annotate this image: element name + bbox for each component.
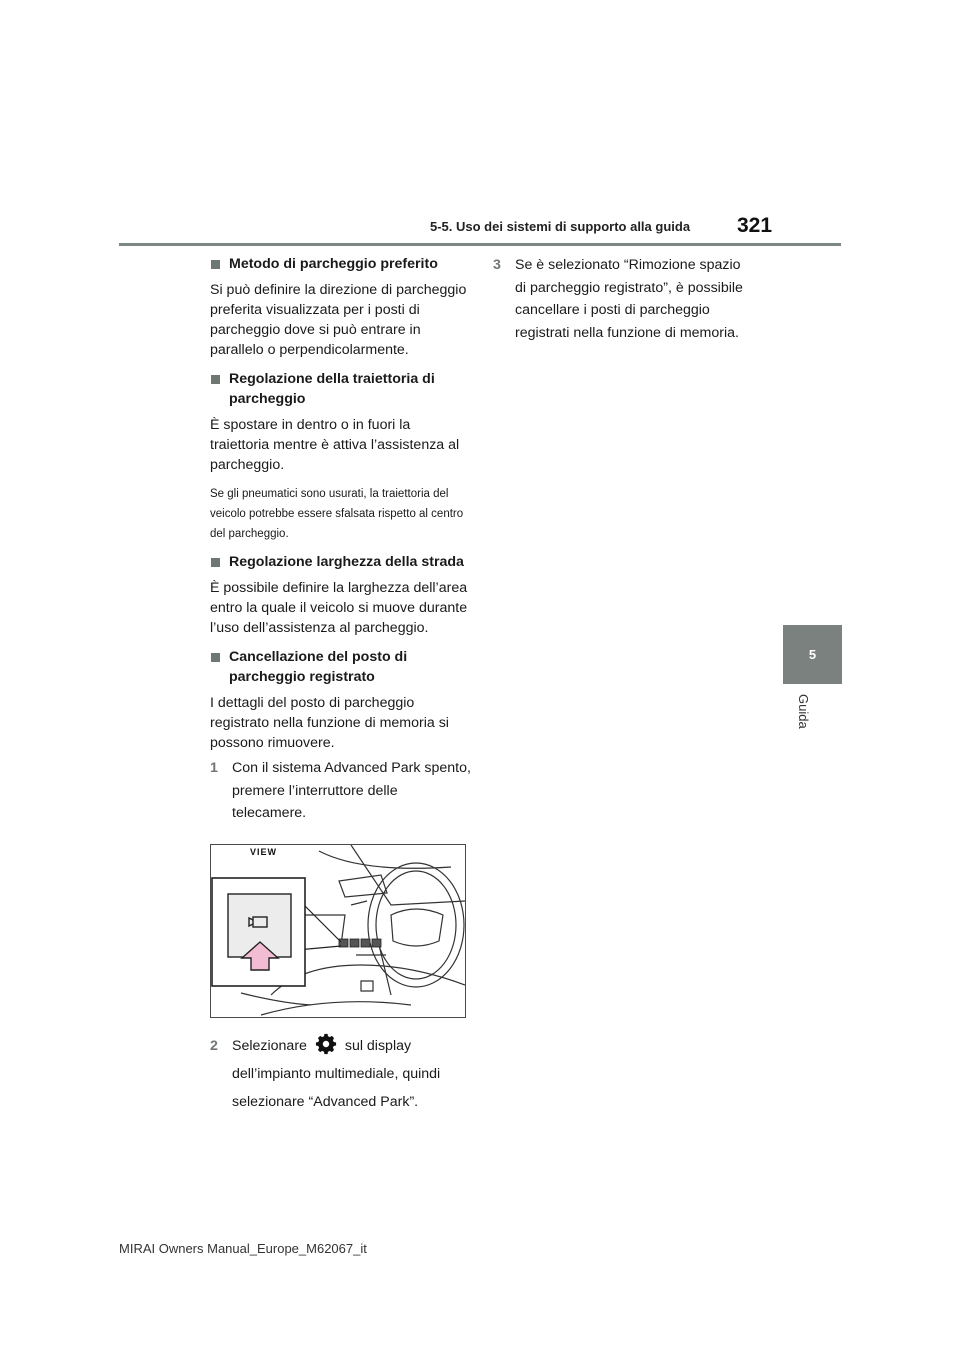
step-text: Se è selezionato “Rimozione spazio di parcheggio registrato”, è possibile cancellare i posti di parcheggio registrati nella funzione di memoria. [515,257,743,341]
page-number: 321 [737,214,773,237]
step-number: 3 [493,257,501,273]
heading-square-icon [211,653,220,662]
chapter-label: Guida [796,694,811,729]
heading-delete-spot [210,647,472,687]
step-text-after: sul display dell’impianto multimediale, quindi selezionare “Advanced Park”. [232,1037,441,1110]
step-3 [493,254,755,344]
heading-text: Cancellazione del posto di parcheggio registrato [229,649,408,685]
step-text-before: Selezionare [232,1037,307,1054]
chapter-tab[interactable] [783,625,842,684]
section-title: 5-5. Uso dei sistemi di supporto alla guida [430,219,691,234]
heading-road-width [210,552,472,572]
chapter-number: 5 [808,647,817,662]
paragraph-trajectory: È spostare in dentro o in fuori la traiettoria mentre è attiva l’assistenza al parcheggio. [210,417,460,473]
step-2 [210,1032,472,1116]
paragraph-delete-spot: I dettagli del posto di parcheggio registrato nella funzione di memoria si possono rimuovere. [210,695,449,751]
heading-square-icon [211,375,220,384]
dashboard-illustration [211,845,465,1017]
heading-square-icon [211,558,220,567]
step-1 [210,757,472,825]
paragraph-road-width: È possibile definire la larghezza dell’area entro la quale il veicolo si muove durante l’uso dell’assistenza al parcheggio. [210,580,468,636]
step-text: Con il sistema Advanced Park spento, premere l’interruttore delle telecamere. [232,760,471,821]
step-number: 1 [210,760,218,776]
heading-text: Regolazione larghezza della strada [229,554,464,570]
gear-icon [315,1033,337,1055]
paragraph-preferred-method: Si può definire la direzione di parcheggio preferita visualizzata per i posti di parcheggio dove si può entrare in parallelo o perpendicolarmente. [210,282,467,358]
heading-square-icon [211,260,220,269]
header-rule [119,243,841,246]
heading-preferred-method [210,254,472,274]
note-tyres: Se gli pneumatici sono usurati, la traiettoria del veicolo potrebbe essere sfalsata rispetto al centro del parcheggio. [210,488,464,540]
footer-text: MIRAI Owners Manual_Europe_M62067_it [119,1241,367,1256]
right-column [493,254,755,344]
heading-text: Metodo di parcheggio preferito [229,256,438,272]
camera-switch-figure [210,844,466,1018]
view-button-label: VIEW [250,847,278,857]
heading-trajectory [210,369,472,409]
heading-text: Regolazione della traiettoria di parcheggio [229,371,435,407]
step-number: 2 [210,1037,218,1054]
left-column [210,254,472,1116]
